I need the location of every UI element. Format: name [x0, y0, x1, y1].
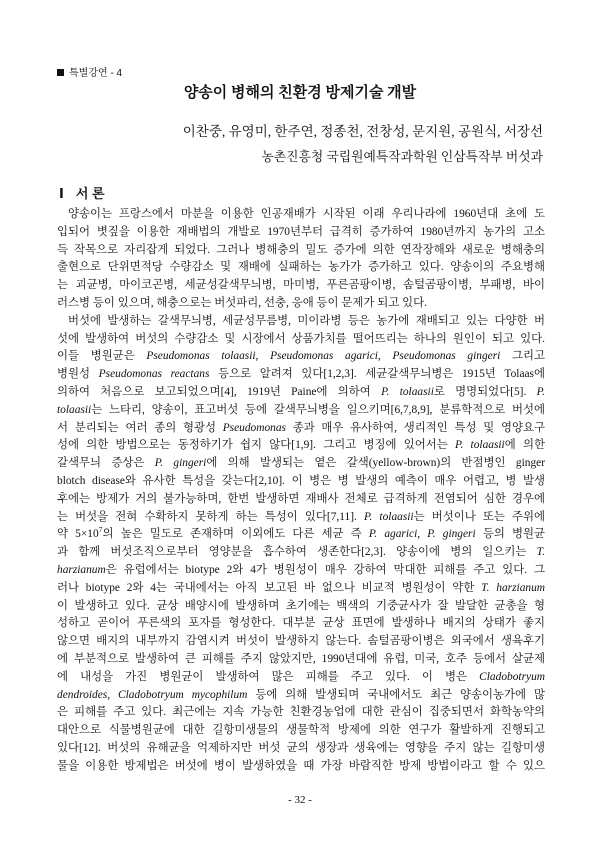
body-line — [57, 420, 545, 438]
italic-scientific-name: P. — [536, 385, 545, 398]
italic-scientific-name: T. harzianum — [481, 581, 545, 594]
text-run: 서 분리되는 여러 종의 형광성 — [57, 421, 223, 434]
body-line — [57, 526, 545, 544]
superscript-exponent: 7 — [98, 526, 103, 535]
italic-scientific-name: P. tolaasii — [454, 439, 505, 452]
body-paragraph — [57, 313, 545, 776]
italic-scientific-name: Pseudomonas reactans — [98, 368, 210, 381]
body-line — [57, 615, 545, 633]
body-line — [57, 348, 545, 366]
body-line — [57, 277, 545, 295]
italic-scientific-name: Pseudomonas tolaasii — [146, 350, 256, 363]
body-line — [57, 722, 545, 740]
author-list: 이찬중, 유영미, 한주연, 정종천, 전창성, 문지원, 공원식, 서장선 — [182, 124, 543, 139]
italic-scientific-name: P. gingeri — [427, 528, 476, 541]
body-line — [57, 259, 545, 277]
text-run: 이들 병원균은 — [57, 350, 147, 363]
text-run: 종과 매우 유사하여, 생리적인 특성 및 영양요구 — [285, 421, 545, 434]
text-run: 성하고 곧이어 푸른색의 포자를 형성한다. 대부분 균상 표면에 발생하나 배지의 상태가 좋지 — [57, 617, 545, 630]
body-line — [57, 455, 545, 473]
text-run: 러나 biotype 2와 4는 국내에서는 아직 보고된 바 없으나 비교적 병원성이 약한 — [57, 581, 482, 594]
italic-scientific-name: P. tolaasii — [381, 385, 434, 398]
text-run: 등에 의해 발생되며 국내에서도 최근 양송이농가에 많 — [247, 688, 545, 701]
text-run: 등으로 알려져 있다[1,2,3]. 세균갈색무늬병은 1915년 Tolaas에 — [209, 368, 545, 381]
italic-scientific-name: P. gingeri — [154, 457, 207, 470]
body-line — [57, 509, 545, 527]
text-run: 러스병 등이 있으며, 해충으로는 버섯파리, 선충, 응애 등이 문제가 되고 있다. — [57, 296, 427, 309]
italic-scientific-name: tolaasii — [57, 403, 92, 416]
text-run: 버섯에 발생하는 갈색무늬병, 세균성무름병, 미이라병 등은 농가에 재배되고 있는 다양한 버 — [68, 314, 545, 327]
text-run: 입되어 볏짚을 이용한 재배법의 개발로 1970년부터 급격히 증가하여 1980년까지 농가의 고소 — [57, 225, 545, 238]
body-line — [57, 704, 545, 722]
text-run: 는 버섯을 전혀 수확하지 못하게 하는 특성이 있다[7,11]. — [57, 510, 364, 523]
text-run: 로 명명되었다[5]. — [433, 385, 537, 398]
text-run: 물을 이용한 방제법은 버섯에 병이 발생하였을 때 가장 바람직한 방제 방법이라고 할 수 있으 — [57, 759, 545, 772]
text-run: 득 작목으로 자리잡게 되었다. 그러나 병해충의 밀도 증가에 의한 연작장해와 새로운 병해충의 — [57, 243, 545, 256]
text-run: blotch disease와 유사한 특성을 갖는다[2,10]. 이 병은 병 발생의 예측이 매우 어렵고, 병 발생 — [57, 474, 545, 487]
italic-scientific-name: dendroides, Cladobotryum mycophilum — [57, 688, 248, 701]
body-line — [57, 313, 545, 331]
body-paragraph — [57, 206, 545, 313]
body-line — [57, 598, 545, 616]
text-run: , — [417, 528, 428, 541]
body-line — [57, 491, 545, 509]
body-line — [57, 740, 545, 758]
text-run: 섯에 발생하여 버섯의 수량감소 및 시장에서 상품가치를 떨어뜨리는 하나의 원인이 되고 있다. — [57, 332, 545, 345]
text-run: 의하여 처음으로 보고되었으며[4], 1919년 Paine에 의하여 — [57, 385, 382, 398]
text-run: 그리고 — [500, 350, 545, 363]
body-line — [57, 224, 545, 242]
text-run: 양송이는 프랑스에서 마분을 이용한 인공재배가 시작된 이래 우리나라에 1960년대 초에 도 — [68, 208, 545, 220]
section-title: 서 론 — [75, 186, 105, 201]
italic-scientific-name: P. agarici — [368, 528, 418, 541]
text-run: 등의 병원균 — [475, 528, 545, 541]
section-heading — [59, 185, 105, 202]
text-run: 성에 의한 방법으로는 동정하기가 쉽지 않다[1,9]. 그리고 병징에 있어서는 — [57, 439, 455, 452]
text-run: 은 피해를 주고 있다. 최근에는 지속 가능한 친환경농업에 대한 관심이 집중되면서 화학농약의 — [57, 706, 545, 719]
italic-scientific-name: harzianum — [57, 563, 106, 576]
italic-scientific-name: Pseudomonas — [222, 421, 286, 434]
text-run: , — [377, 350, 393, 363]
text-run: 갈색무늬 증상은 — [57, 457, 155, 470]
text-run: 과 함께 버섯조직으로부터 영양분을 흡수하여 생존한다[2,3]. 양송이에 병의 일으키는 — [57, 546, 537, 559]
text-run: 이 발생하고 있다. 균상 배양시에 발생하며 초기에는 백색의 기중균사가 잘 발달한 균총을 형 — [57, 599, 545, 612]
italic-scientific-name: Pseudomonas agarici — [270, 350, 378, 363]
body-line — [57, 562, 545, 580]
body-text — [57, 206, 545, 776]
italic-scientific-name: T. — [536, 546, 545, 559]
text-run: 출현으로 단위면적당 수량감소 및 재배에 실패하는 농가가 증가하고 있다. 양송이의 주요병해 — [57, 261, 545, 274]
section-number: Ⅰ — [59, 186, 64, 201]
paper-title: 양송이 병해의 친환경 방제기술 개발 — [183, 85, 417, 101]
text-run: 대안으로 식물병원균에 대한 길항미생물의 생물학적 방제에 의한 연구가 활발하게 진행되고 — [57, 724, 545, 737]
page-number: - 32 - — [288, 794, 312, 806]
italic-scientific-name: Pseudomonas gingeri — [392, 350, 501, 363]
text-run: 에 내성을 가진 병원균이 발생하여 많은 피해를 주고 있다. 이 병은 — [57, 670, 480, 683]
body-line — [57, 295, 545, 313]
text-run: 약 5×10 — [57, 528, 99, 541]
text-run: 는 괴균병, 마이코곤병, 세균성갈색무늬병, 마미병, 푸른곰팡이병, 솜털곰팡이병, 부패병, 바이 — [57, 279, 545, 292]
text-run: 에 의한 — [504, 439, 545, 452]
body-line — [57, 544, 545, 562]
text-run: 는 느타리, 양송이, 표고버섯 등에 갈색무늬병을 일으키며[6,7,8,9], 분류학적으로 버섯에 — [91, 403, 545, 416]
body-line — [57, 633, 545, 651]
body-line — [57, 687, 545, 705]
body-line — [57, 669, 545, 687]
body-line — [57, 437, 545, 455]
body-line — [57, 402, 545, 420]
text-run: 는 버섯이나 또는 주위에 — [413, 510, 545, 523]
text-run: 에 의해 발생되는 옅은 갈색(yellow-brown)의 반점병인 ginger — [206, 457, 545, 470]
body-line — [57, 473, 545, 491]
body-line — [57, 366, 545, 384]
body-line — [57, 758, 545, 776]
affiliation: 농촌진흥청 국립원예특작과학원 인삼특작부 버섯과 — [261, 150, 543, 164]
text-run: 있다[12]. 버섯의 유해균을 억제하지만 버섯 균의 생장과 생육에는 영향을 주지 않는 길항미생 — [57, 741, 545, 754]
text-run: 의 높은 밀도로 존재하며 이외에도 다른 세균 즉 — [102, 528, 369, 541]
text-run: 않으면 배지의 내부까지 감염시켜 버섯이 발생하지 않는다. 솜털곰팡이병은 외국에서 생육후기 — [57, 635, 545, 648]
text-run: 후에는 방제가 거의 불가능하며, 한번 발생하면 재배사 전체로 급격하게 전염되어 심한 경우에 — [57, 492, 545, 505]
special-lecture-text: 특별강연 - 4 — [69, 68, 123, 79]
text-run: 병원성 — [57, 368, 99, 381]
body-line — [57, 242, 545, 260]
body-line — [57, 331, 545, 349]
text-run: 은 유럽에서는 biotype 2와 4가 병원성이 매우 강하여 막대한 피해를 주고 있다. 그 — [105, 563, 545, 576]
italic-scientific-name: Cladobotryum — [479, 670, 545, 683]
body-line — [57, 206, 545, 224]
text-run: 에 부분적으로 발생하여 큰 피해를 주지 않았지만, 1990년대에 유럽, 미국, 호주 등에서 살균제 — [57, 652, 545, 665]
italic-scientific-name: P. tolaasii — [363, 510, 414, 523]
special-lecture-label — [57, 67, 357, 80]
body-line — [57, 384, 545, 402]
text-run: , — [255, 350, 271, 363]
square-bullet-icon — [57, 69, 64, 76]
body-line — [57, 651, 545, 669]
body-line — [57, 580, 545, 598]
